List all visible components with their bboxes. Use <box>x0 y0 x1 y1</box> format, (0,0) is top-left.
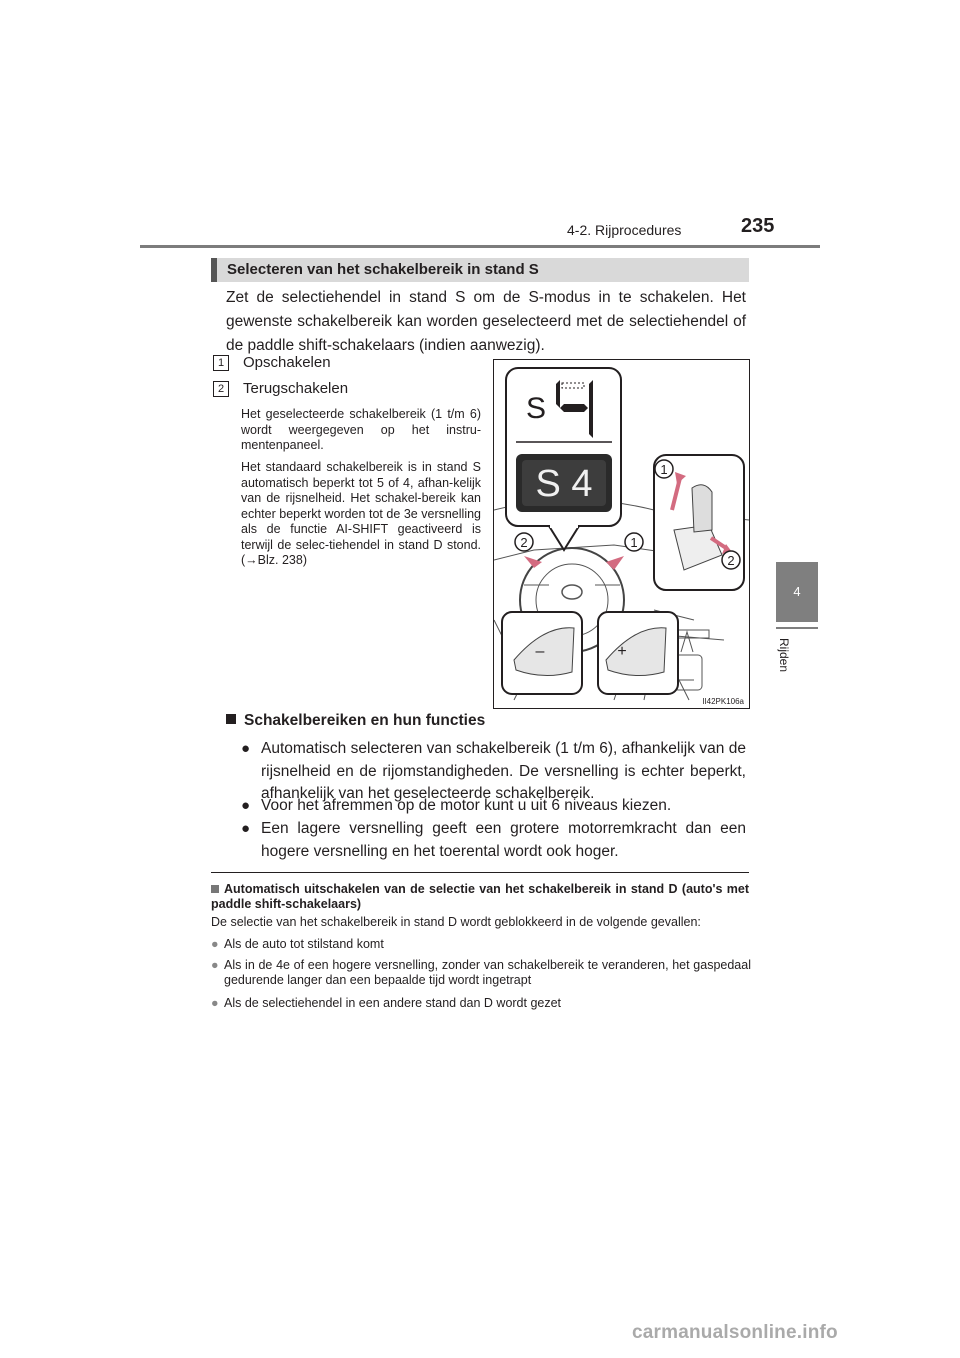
square-bullet-icon <box>211 885 219 893</box>
square-bullet-icon <box>226 714 236 724</box>
footnote-intro: De selectie van het schakelbereik in stand D wordt geblokkeerd in de volgende gevallen: <box>211 915 701 929</box>
illustration-svg <box>494 360 749 708</box>
section-breadcrumb: 4-2. Rijprocedures <box>567 222 682 238</box>
note-default-range: Het standaard schakelbereik is in stand S automatisch beperkt tot 5 of 4, afhan-kelijk van de rijsnelheid. Het schakel-bereik kan echter beperkt worden tot de 3e versnelling als de functie AI-SHIFT geactiveerd is terwijl de selec-tiehendel in stand D stond. (→Blz. 238) <box>241 460 481 567</box>
footnote-item-text: Als in de 4e of een hogere versnelling, zonder van schakelbereik te veranderen, het gaspedaal gedurende langer dan een bepaalde tijd wordt ingetrapt <box>224 958 751 987</box>
list-item-text: Automatisch selecteren van schakelbereik (1 t/m 6), afhankelijk van de rijsnelheid en de rijomstandigheden. De versnelling is echter beperkt, afhankelijk van het geselecteerde schakelbereik. <box>261 740 746 802</box>
list-item <box>241 818 746 863</box>
list-item-text: Voor het afremmen op de motor kunt u uit 6 niveaus kiezen. <box>261 797 672 814</box>
footnote-item <box>211 958 751 988</box>
list-item-text: Een lagere versnelling geeft een grotere motorremkracht dan een hogere versnelling en het toerental wordt ook hoger. <box>261 820 746 860</box>
list-item <box>241 795 746 818</box>
footnote-item-text: Als de auto tot stilstand komt <box>224 937 384 951</box>
illustration-shift <box>493 359 750 709</box>
section-title-bar <box>211 258 749 282</box>
footnote-item <box>211 996 751 1011</box>
step-label: Terugschakelen <box>243 380 349 397</box>
paddle-callout-2: 2 <box>520 535 528 550</box>
paddle-plus-label: + <box>617 643 627 660</box>
display-letter: S <box>526 392 547 425</box>
footnote-title <box>211 882 749 912</box>
step-label: Opschakelen <box>243 354 331 371</box>
subsection-title <box>226 712 485 730</box>
lcd-text: S 4 <box>535 463 593 505</box>
chapter-label <box>779 632 819 712</box>
bullet-icon: ● <box>211 996 219 1010</box>
figure-code: II42PK106a <box>702 697 744 706</box>
subsection-title-text: Schakelbereiken en hun functies <box>244 712 486 729</box>
intro-paragraph: Zet de selectiehendel in stand S om de S-modus in te schakelen. Het gewenste schakelbereik kan worden geselecteerd met de selectiehendel of de paddle shift-schakelaars (indien aanwezig). <box>226 289 746 354</box>
footnote-item-text: Als de selectiehendel in een andere stand dan D wordt gezet <box>224 996 562 1010</box>
paddle-callout-1: 1 <box>630 535 638 550</box>
paddle-minus-label: – <box>535 643 545 660</box>
step-number-2: 2 <box>213 381 229 397</box>
note-display: Het geselecteerde schakelbereik (1 t/m 6) wordt weergegeven op het instru-mentenpaneel. <box>241 407 481 452</box>
section-title: Selecteren van het schakelbereik in stand S <box>227 261 539 278</box>
footnote-item <box>211 937 751 952</box>
footnote-title-text: Automatisch uitschakelen van de selectie van het schakelbereik in stand D (auto's met paddle shift-schakelaars) <box>211 882 749 911</box>
header-divider <box>140 245 820 248</box>
bullet-icon: ● <box>241 740 251 757</box>
step-downshift <box>213 380 348 397</box>
page-number: 235 <box>741 215 775 237</box>
bullet-icon: ● <box>241 820 251 837</box>
chapter-tab-divider <box>776 627 818 629</box>
bullet-icon: ● <box>211 958 219 972</box>
bullet-icon: ● <box>241 797 251 814</box>
lever-callout-2: 2 <box>727 553 735 568</box>
step-upshift <box>213 354 331 371</box>
footnote-divider <box>211 872 749 873</box>
chapter-tab[interactable]: 4 <box>776 562 818 622</box>
watermark: carmanualsonline.info <box>632 1322 838 1343</box>
lever-callout-1: 1 <box>660 462 668 477</box>
bullet-icon: ● <box>211 937 219 951</box>
step-number-1: 1 <box>213 355 229 371</box>
chapter-label-text: Rijden <box>777 638 791 673</box>
